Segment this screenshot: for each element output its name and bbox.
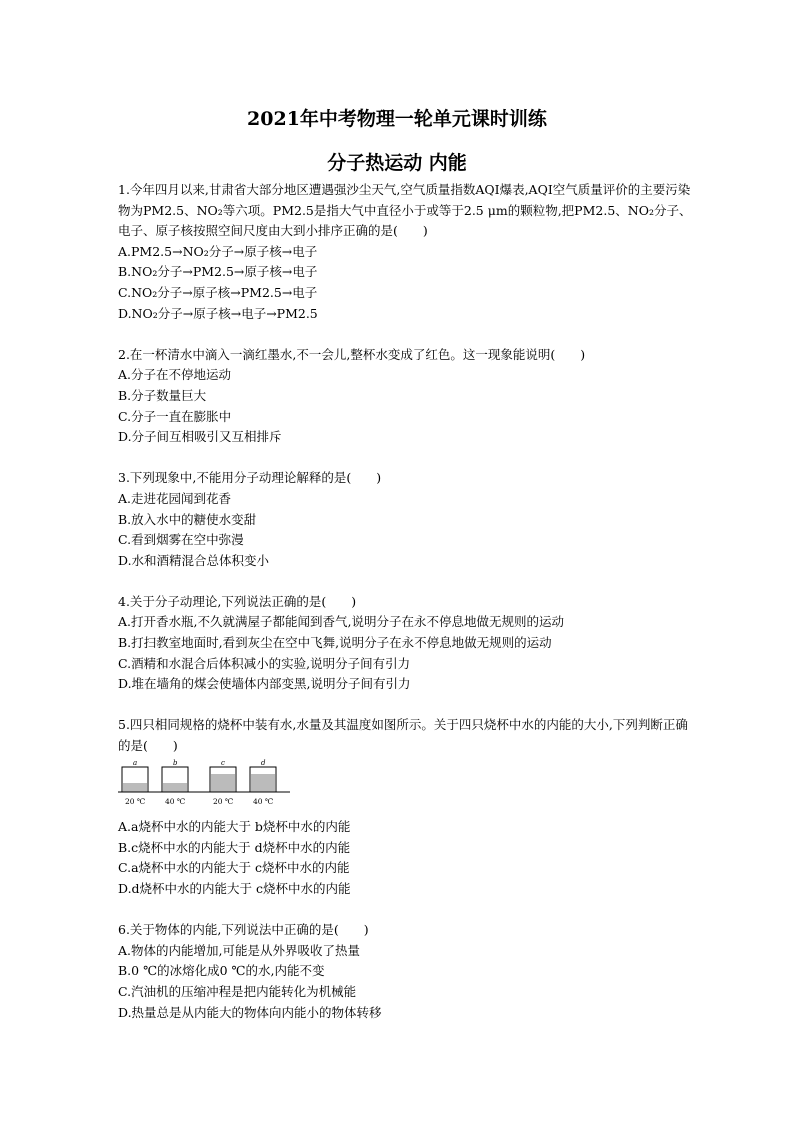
option-a: A.a烧杯中水的内能大于 b烧杯中水的内能: [118, 819, 351, 835]
option-b: B.NO₂分子→PM2.5→原子核→电子: [118, 264, 318, 280]
option-c: C.a烧杯中水的内能大于 c烧杯中水的内能: [118, 860, 350, 876]
question-5: [118, 715, 698, 899]
temp-label: 40 ℃: [165, 796, 186, 806]
option-b: B.打扫教室地面时,看到灰尘在空中飞舞,说明分子在永不停息地做无规则的运动: [118, 635, 552, 651]
question-3: [118, 468, 698, 571]
beaker-d: [250, 759, 276, 806]
beakers-figure: [118, 759, 298, 809]
option-d: D.分子间互相吸引又互相排斥: [118, 429, 282, 445]
option-d: D.热量总是从内能大的物体向内能小的物体转移: [118, 1004, 382, 1020]
question-6: [118, 920, 698, 1023]
option-b: B.0 ℃的冰熔化成0 ℃的水,内能不变: [118, 963, 325, 979]
temp-label: 20 ℃: [125, 796, 146, 806]
option-d: D.堆在墙角的煤会使墙体内部变黑,说明分子间有引力: [118, 676, 411, 692]
option-c: C.看到烟雾在空中弥漫: [118, 532, 244, 548]
option-a: A.分子在不停地运动: [118, 367, 232, 383]
question-2: [118, 345, 698, 448]
temp-label: 40 ℃: [253, 796, 274, 806]
option-b: B.分子数量巨大: [118, 387, 207, 403]
option-b: B.放入水中的糖使水变甜: [118, 511, 257, 527]
beaker-label: d: [261, 758, 266, 767]
question-stem: 1.今年四月以来,甘肃省大部分地区遭遇强沙尘天气,空气质量指数AQI爆表,AQI空气质量评价的主要污染物为PM2.5、NO₂等六项。PM2.5是指大气中直径小于或等于2.5 μm的颗粒物,把PM2.5、NO₂分子、电子、原子核按照空间尺度由大到小排序正确的是( ): [118, 182, 692, 239]
beaker-a: [122, 759, 148, 806]
option-a: A.打开香水瓶,不久就满屋子都能闻到香气,说明分子在永不停息地做无规则的运动: [118, 614, 564, 630]
question-stem: 2.在一杯清水中滴入一滴红墨水,不一会儿,整杯水变成了红色。这一现象能说明( ): [118, 346, 586, 362]
option-c: C.酒精和水混合后体积减小的实验,说明分子间有引力: [118, 655, 411, 671]
question-1: [118, 180, 698, 324]
beaker-c: [210, 759, 236, 806]
option-c: C.汽油机的压缩冲程是把内能转化为机械能: [118, 983, 357, 999]
beaker-label: a: [133, 758, 138, 767]
question-stem: 3.下列现象中,不能用分子动理论解释的是( ): [118, 470, 382, 486]
option-c: C.分子一直在膨胀中: [118, 408, 232, 424]
option-d: D.NO₂分子→原子核→电子→PM2.5: [118, 305, 318, 321]
question-stem: 5.四只相同规格的烧杯中装有水,水量及其温度如图所示。关于四只烧杯中水的内能的大小,下列判断正确的是( ): [118, 717, 688, 754]
temp-label: 20 ℃: [213, 796, 234, 806]
beaker-b: [162, 759, 188, 806]
beaker-label: c: [221, 758, 225, 767]
question-4: [118, 592, 698, 695]
question-stem: 4.关于分子动理论,下列说法正确的是( ): [118, 593, 357, 609]
beaker-label: b: [173, 758, 178, 767]
option-b: B.c烧杯中水的内能大于 d烧杯中水的内能: [118, 839, 351, 855]
option-d: D.d烧杯中水的内能大于 c烧杯中水的内能: [118, 881, 351, 896]
option-d: D.水和酒精混合总体积变小: [118, 552, 270, 568]
page-title: 2021年中考物理一轮单元课时训练: [247, 108, 547, 130]
page-subtitle: 分子热运动 内能: [327, 152, 467, 174]
question-list: [118, 180, 698, 1044]
option-a: A.PM2.5→NO₂分子→原子核→电子: [118, 243, 318, 259]
question-stem: 6.关于物体的内能,下列说法中正确的是( ): [118, 922, 369, 938]
option-c: C.NO₂分子→原子核→PM2.5→电子: [118, 284, 318, 300]
option-a: A.走进花园闻到花香: [118, 490, 232, 506]
option-a: A.物体的内能增加,可能是从外界吸收了热量: [118, 942, 360, 958]
